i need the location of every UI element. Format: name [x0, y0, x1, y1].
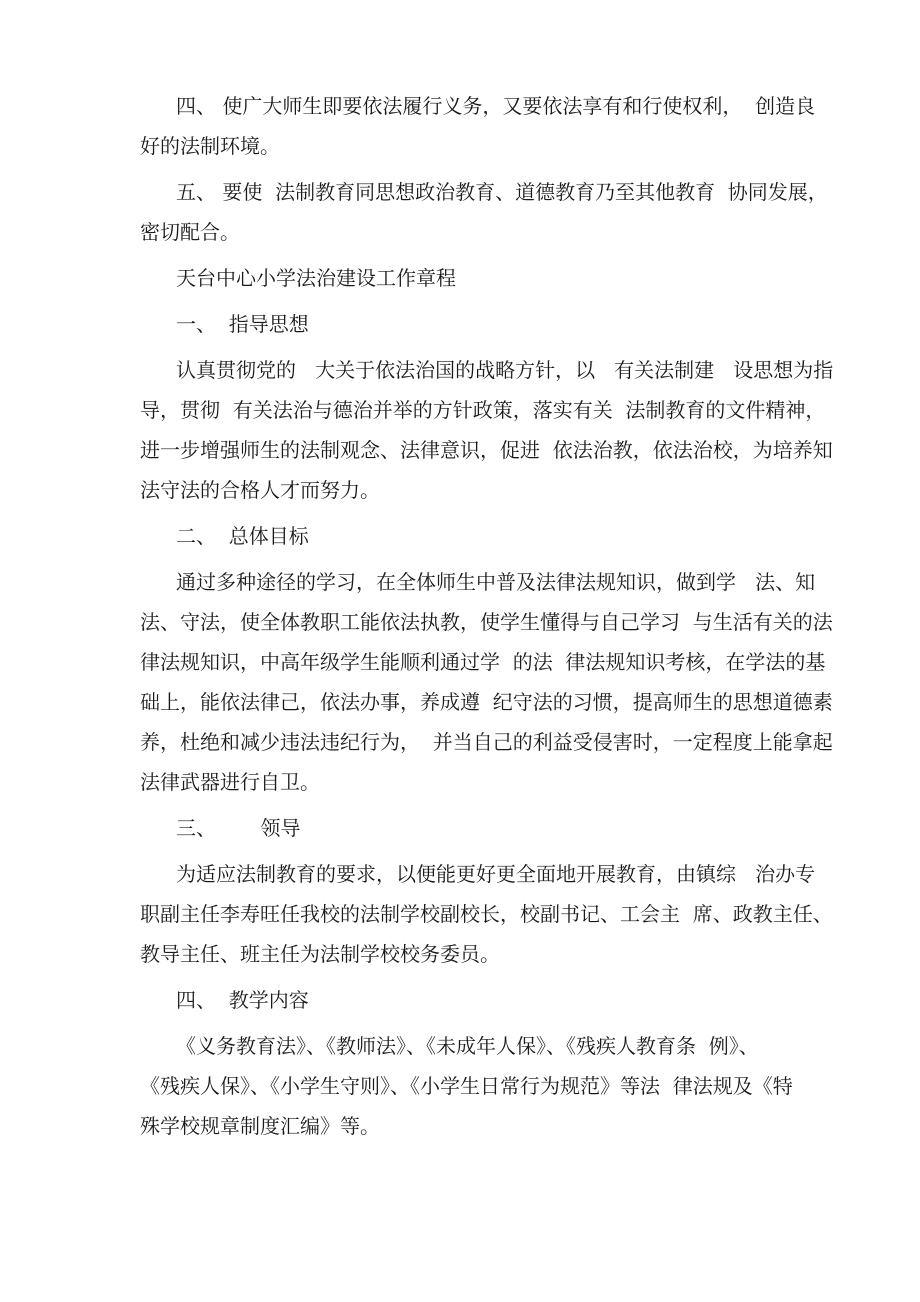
document-body	[140, 86, 834, 1152]
text-line: 导，贯彻 有关法治与德治并举的方针政策，落实有关 法制教育的文件精神，	[140, 398, 826, 422]
heading-overall-goals: 二、 总体目标	[176, 524, 309, 548]
paragraph-overall-goals	[140, 562, 833, 802]
paragraph-rights-duties	[140, 86, 816, 166]
paragraph-teaching-content	[140, 1026, 800, 1146]
text-line: 础上，能依法律己，依法办事，养成遵 纪守法的习惯，提高师生的思想道德素	[140, 690, 833, 714]
text-line: 认真贯彻党的 大关于依法治国的战略方针，以 有关法制建 设思想为指	[176, 358, 834, 382]
text-line: 通过多种途径的学习，在全体师生中普及法律法规知识，做到学 法、知	[176, 570, 816, 594]
section-title: 天台中心小学法治建设工作章程	[176, 266, 456, 290]
text-line: 《残疾人保》、《小学生守则》、《小学生日常行为规范》等法 律法规及《特	[140, 1074, 793, 1098]
paragraph-coordinated-education	[140, 172, 828, 252]
heading-leadership: 三、 领导	[176, 816, 301, 840]
text-line: 好的法制环境。	[140, 134, 280, 158]
text-line: 职副主任李寿旺任我校的法制学校副校长，校副书记、工会主 席、政教主任、	[140, 902, 833, 926]
text-line: 进一步增强师生的法制观念、法律意识，促进 依法治教，依法治校，为培养知	[140, 438, 833, 462]
paragraph-leadership	[140, 854, 833, 974]
text-line: 四、 使广大师生即要依法履行义务，又要依法享有和行使权利， 创造良	[176, 94, 816, 118]
text-line: 密切配合。	[140, 220, 240, 244]
text-line: 养，杜绝和减少违法违纪行为， 并当自己的利益受侵害时，一定程度上能拿起	[140, 730, 833, 754]
text-line: 为适应法制教育的要求，以便能更好更全面地开展教育，由镇综 治办专	[176, 862, 816, 886]
text-line: 法、守法，使全体教职工能依法执教，使学生懂得与自己学习 与生活有关的法	[140, 610, 833, 634]
text-line: 五、 要使 法制教育同思想政治教育、道德教育乃至其他教育 协同发展，	[176, 180, 828, 204]
heading-guiding-ideology: 一、 指导思想	[176, 312, 309, 336]
text-line: 《义务教育法》、《教师法》、《未成年人保》、《残疾人教育条 例》、	[176, 1034, 759, 1058]
text-line: 法律武器进行自卫。	[140, 770, 320, 794]
text-line: 殊学校规章制度汇编》等。	[140, 1114, 380, 1138]
text-line: 教导主任、班主任为法制学校校务委员。	[140, 942, 500, 966]
heading-teaching-content: 四、 教学内容	[176, 988, 309, 1012]
paragraph-guiding-ideology	[140, 350, 834, 510]
text-line: 律法规知识，中高年级学生能顺利通过学 的法 律法规知识考核，在学法的基	[140, 650, 826, 674]
text-line: 法守法的合格人才而努力。	[140, 478, 380, 502]
